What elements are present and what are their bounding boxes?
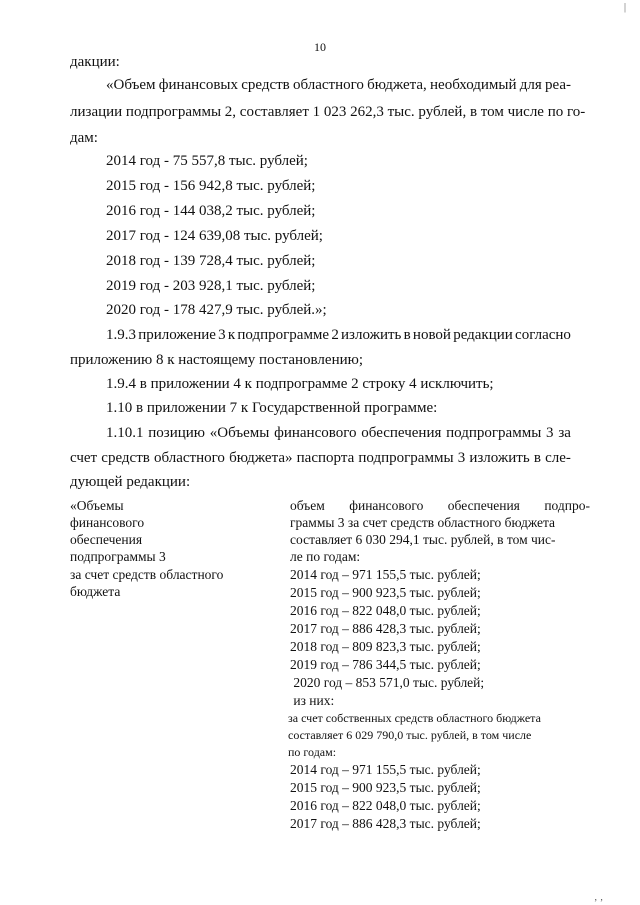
- word: в: [403, 327, 411, 343]
- word: подпро-: [544, 498, 590, 513]
- corner-mark-bottom: ‚ ‚: [594, 892, 604, 903]
- table-left-1: «Объемы: [70, 498, 124, 513]
- p1-line2: лизации подпрограммы 2, составляет 1 023 262,3 тыс. рублей, в том числе по го-: [70, 104, 586, 120]
- year-a-2016: 2016 год - 144 038,2 тыс. рублей;: [106, 203, 316, 219]
- year-b-2020: 2020 год – 853 571,0 тыс. рублей;: [290, 675, 485, 690]
- p193-line2: приложению 8 к настоящему постановлению;: [70, 352, 363, 368]
- table-right-line3: составляет 6 030 294,1 тыс. рублей, в том чис-: [290, 532, 556, 547]
- table-right-line2: граммы 3 за счет средств областного бюджета: [290, 515, 556, 530]
- year-b-2019: 2019 год – 786 344,5 тыс. рублей;: [290, 657, 481, 672]
- year-c-2016: 2016 год – 822 048,0 тыс. рублей;: [290, 798, 481, 813]
- word: 3: [546, 425, 554, 441]
- year-a-2018: 2018 год - 139 728,4 тыс. рублей;: [106, 253, 316, 269]
- p1101-line1: [106, 425, 571, 442]
- word: подпрограмме: [237, 327, 330, 343]
- word: редакции: [453, 327, 513, 343]
- word: «Объемы: [209, 425, 270, 441]
- word: 2: [331, 327, 339, 343]
- p1101-line2: [70, 450, 571, 467]
- word: к: [227, 327, 236, 343]
- p1-line1: [106, 77, 571, 94]
- word: обеспечения: [361, 425, 442, 441]
- year-c-2017: 2017 год – 886 428,3 тыс. рублей;: [290, 816, 481, 831]
- word: областного: [153, 450, 225, 466]
- word: 3: [218, 327, 226, 343]
- word: финансовых: [158, 77, 238, 93]
- word: для: [519, 77, 542, 93]
- year-b-2017: 2017 год – 886 428,3 тыс. рублей;: [290, 621, 481, 636]
- word: финансового: [349, 498, 424, 513]
- intro-line: дакции:: [70, 54, 120, 70]
- table-left-3: обеспечения: [70, 532, 143, 547]
- word: 1.9.3: [106, 327, 136, 343]
- table-left-2: финансового: [70, 515, 145, 530]
- own-funds-line2: составляет 6 029 790,0 тыс. рублей, в том числе: [288, 728, 532, 742]
- word: изложить: [469, 450, 530, 466]
- year-a-2019: 2019 год - 203 928,1 тыс. рублей;: [106, 278, 316, 294]
- word: счет: [70, 450, 98, 466]
- word: приложение: [138, 327, 216, 343]
- year-a-2015: 2015 год - 156 942,8 тыс. рублей;: [106, 178, 316, 194]
- word: средств: [241, 77, 290, 93]
- p1101-line3: дующей редакции:: [70, 474, 191, 490]
- word: финансового: [274, 425, 357, 441]
- word: необходимый: [430, 77, 517, 93]
- year-a-2020: 2020 год - 178 427,9 тыс. рублей.»;: [106, 302, 327, 318]
- p110-line: 1.10 в приложении 7 к Государственной программе:: [106, 400, 438, 416]
- year-b-2015: 2015 год – 900 923,5 тыс. рублей;: [290, 585, 481, 600]
- word: областного: [292, 77, 364, 93]
- word: подпрограммы: [446, 425, 542, 441]
- year-c-2014: 2014 год – 971 155,5 тыс. рублей;: [290, 762, 481, 777]
- year-b-2014: 2014 год – 971 155,5 тыс. рублей;: [290, 567, 481, 582]
- year-a-2014: 2014 год - 75 557,8 тыс. рублей;: [106, 153, 308, 169]
- word: реа-: [545, 77, 571, 93]
- word: средств: [101, 450, 150, 466]
- year-a-2017: 2017 год - 124 639,08 тыс. рублей;: [106, 228, 323, 244]
- word: паспорта: [296, 450, 355, 466]
- word: за: [558, 425, 571, 441]
- word: 1.10.1: [106, 425, 144, 441]
- own-funds-line3: по годам:: [288, 745, 337, 759]
- word: подпрограммы: [358, 450, 454, 466]
- word: объем: [290, 498, 325, 513]
- table-left-6: бюджета: [70, 584, 121, 599]
- word: сле-: [545, 450, 571, 466]
- table-left-4: подпрограммы 3: [70, 549, 166, 564]
- corner-mark-top: |: [624, 2, 627, 13]
- word: изложить: [341, 327, 402, 343]
- own-funds-line1: за счет собственных средств областного бюджета: [288, 711, 541, 725]
- year-c-2015: 2015 год – 900 923,5 тыс. рублей;: [290, 780, 481, 795]
- p1-line3: дам:: [70, 130, 98, 146]
- word: новой: [412, 327, 451, 343]
- word: согласно: [515, 327, 571, 343]
- year-b-2018: 2018 год – 809 823,3 тыс. рублей;: [290, 639, 481, 654]
- word: бюджета»: [229, 450, 293, 466]
- word: «Объем: [106, 77, 156, 93]
- table-left-5: за счет средств областного: [70, 567, 224, 582]
- word: бюджета,: [367, 77, 427, 93]
- year-b-2016: 2016 год – 822 048,0 тыс. рублей;: [290, 603, 481, 618]
- table-right-line4: ле по годам:: [290, 549, 361, 564]
- page-number: 10: [314, 40, 326, 54]
- word: в: [533, 450, 541, 466]
- word: 3: [457, 450, 466, 466]
- word: позицию: [148, 425, 206, 441]
- table-right-line1: [290, 498, 590, 514]
- word: обеспечения: [447, 498, 520, 513]
- iz-nih-line: из них:: [290, 693, 335, 708]
- p194-line: 1.9.4 в приложении 4 к подпрограмме 2 строку 4 исключить;: [106, 376, 494, 392]
- p193-line1: [106, 327, 571, 344]
